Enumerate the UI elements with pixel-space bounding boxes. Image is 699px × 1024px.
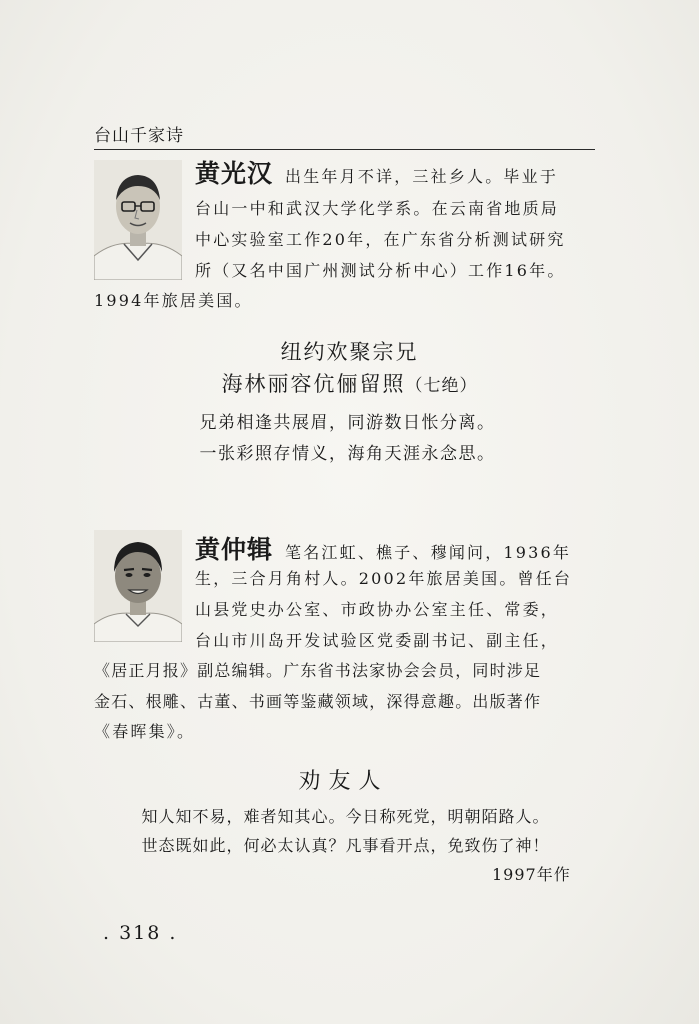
portrait-photo-huang-zhongji — [94, 530, 182, 642]
bio-line: 中心实验室工作20年，在广东省分析测试研究 — [195, 230, 566, 249]
bio-line: 山县党史办公室、市政协办公室主任、常委， — [195, 600, 560, 619]
poem-title: 劝友人 — [298, 769, 389, 794]
poem-title-text: 海林丽容伉俪留照 — [221, 372, 406, 396]
bio-first-line-2 — [195, 534, 571, 568]
bio-line: 所（又名中国广州测试分析中心）工作16年。 — [195, 261, 566, 280]
poem-date-note: 1997年作 — [492, 865, 571, 884]
bio-line: 台山市川岛开发试验区党委副书记、副主任， — [195, 631, 560, 650]
header-rule — [94, 149, 595, 150]
portrait-photo-huang-guanghan — [94, 160, 182, 280]
poem-line: 世态既如此，何必太认真？凡事看开点，免致伤了神！ — [141, 836, 550, 855]
author-name: 黄仲辑 — [195, 535, 274, 564]
poem-line: 知人知不易，难者知其心。今日称死党，明朝陌路人。 — [141, 807, 550, 826]
bio-line: 金石、根雕、古董、书画等鉴藏领域，深得意趣。出版著作 — [94, 692, 542, 711]
bio-first-line-1 — [195, 158, 558, 192]
bio-line: 《春晖集》。 — [94, 722, 196, 741]
bio-line: 出生年月不详，三社乡人。毕业于 — [285, 167, 559, 186]
bio-line: 笔名江虹、樵子、穆闻问，1936年 — [285, 543, 572, 562]
bio-line: 1994年旅居美国。 — [94, 291, 253, 310]
author-name: 黄光汉 — [195, 159, 274, 188]
bio-line: 台山一中和武汉大学化学系。在云南省地质局 — [195, 199, 560, 218]
poem-title-line-2 — [0, 368, 699, 398]
poem-form: （七绝） — [405, 376, 478, 396]
poem-title: 纽约欢聚宗兄 — [280, 340, 419, 364]
bio-line: 生，三合月角村人。2002年旅居美国。曾任台 — [195, 569, 573, 588]
page-number: . 318 . — [103, 922, 178, 944]
running-head: 台山千家诗 — [94, 126, 184, 146]
poem-line: 一张彩照存情义，海角天涯永念思。 — [199, 444, 496, 464]
bio-line: 《居正月报》副总编辑。广东省书法家协会会员，同时涉足 — [94, 661, 542, 680]
poem-line: 兄弟相逢共展眉，同游数日怅分离。 — [199, 413, 496, 433]
